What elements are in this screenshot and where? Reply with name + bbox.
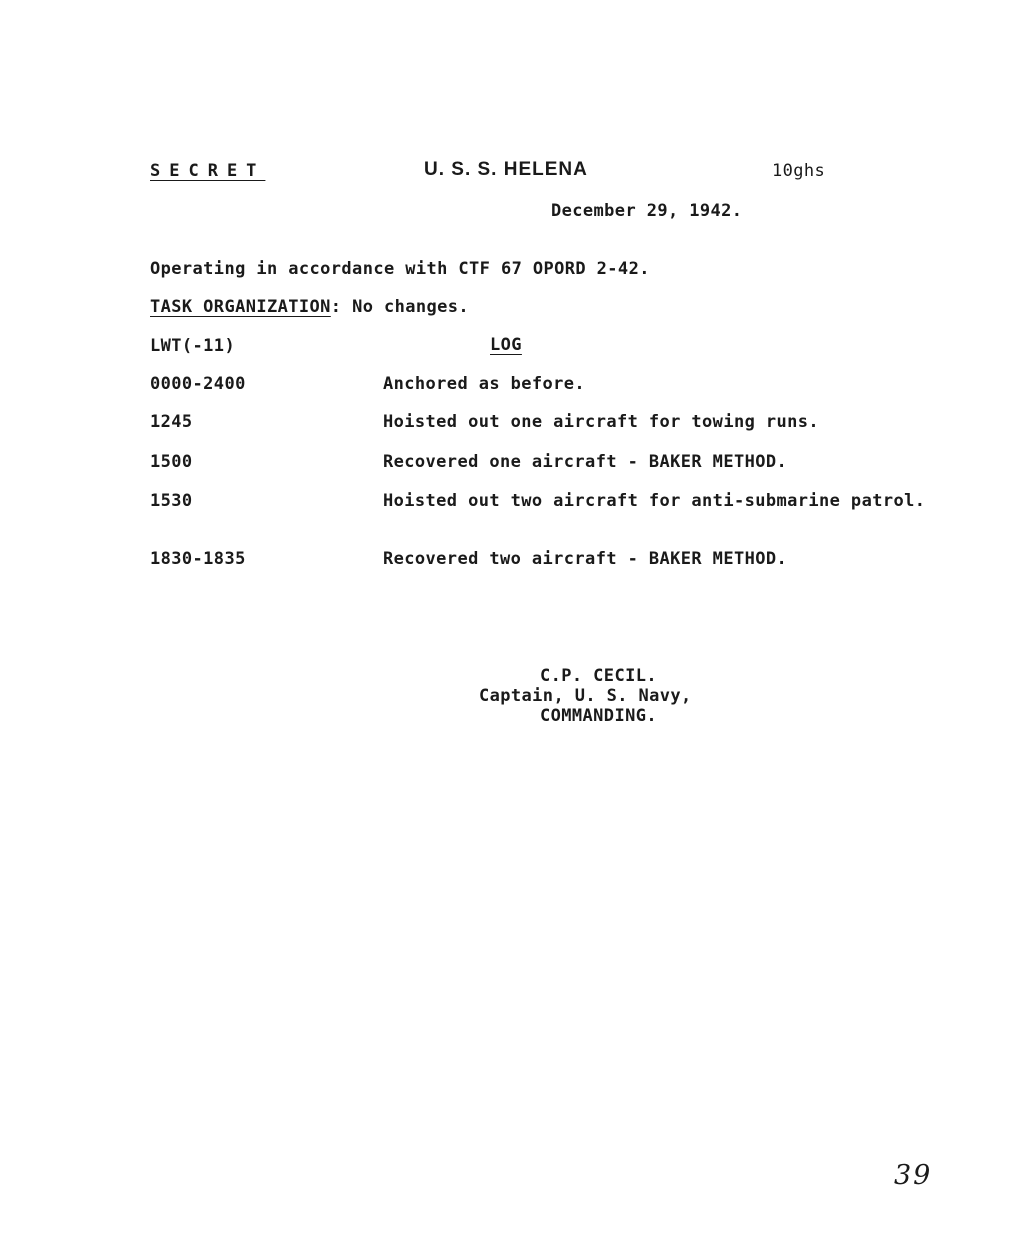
- signature-name: C.P. CECIL.: [540, 666, 657, 686]
- log-entry-time: 0000-2400: [150, 374, 246, 394]
- page-number: 39: [894, 1160, 933, 1191]
- log-entry-time: 1500: [150, 452, 193, 472]
- classification-marking: SECRET: [150, 161, 266, 181]
- ship-name: U. S. S. HELENA: [424, 159, 588, 180]
- task-organization-separator: :: [330, 297, 342, 317]
- time-zone-label: LWT(-11): [150, 336, 236, 356]
- log-entry-time: 1245: [150, 412, 193, 432]
- document-code: 10ghs: [772, 161, 826, 181]
- log-heading: LOG: [490, 335, 522, 355]
- signature-role: COMMANDING.: [540, 706, 657, 726]
- log-entry-time: 1830-1835: [150, 549, 246, 569]
- task-organization-value: No changes.: [352, 297, 470, 317]
- task-organization-label: TASK ORGANIZATION: [150, 297, 331, 317]
- log-entry-text: Hoisted out two aircraft for anti-submarine patrol.: [383, 491, 926, 511]
- log-entry-time: 1530: [150, 491, 193, 511]
- document-date: December 29, 1942.: [551, 201, 743, 221]
- log-entry-text: Recovered two aircraft - BAKER METHOD.: [383, 549, 788, 569]
- signature-rank: Captain, U. S. Navy,: [479, 686, 692, 706]
- log-entry-text: Hoisted out one aircraft for towing runs.: [383, 412, 820, 432]
- task-organization-line: [150, 297, 469, 317]
- log-entry-text: Anchored as before.: [383, 374, 586, 394]
- operating-statement: Operating in accordance with CTF 67 OPORD 2-42.: [150, 259, 650, 279]
- log-entry-text: Recovered one aircraft - BAKER METHOD.: [383, 452, 788, 472]
